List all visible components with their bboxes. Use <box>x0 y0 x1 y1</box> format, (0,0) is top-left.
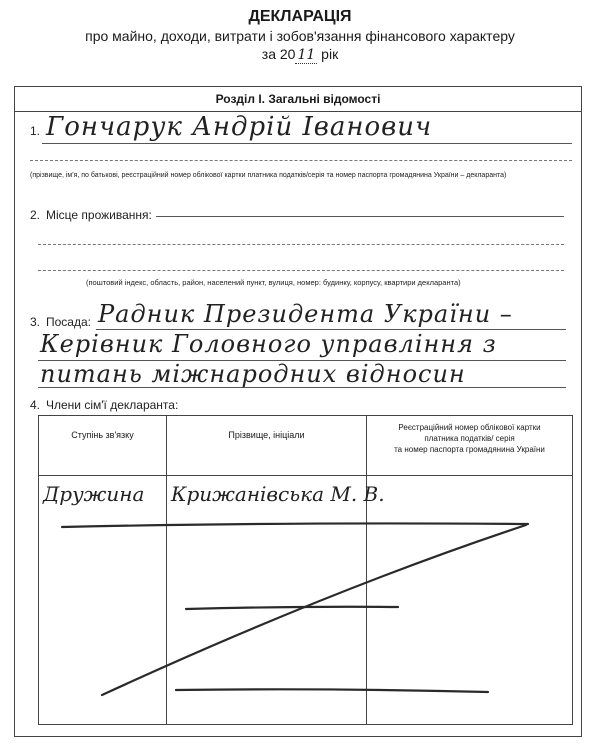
item3-number: 3. <box>30 315 41 329</box>
year-prefix: за 20 <box>261 46 296 62</box>
declarant-name-handwritten: Гончарук Андрій Іванович <box>46 112 433 142</box>
strikeout-horizontal-mid <box>186 607 398 609</box>
position-line-3: питань міжнародних відносин <box>40 360 466 388</box>
year-value: 11 <box>297 47 316 63</box>
item2-number: 2. <box>30 208 41 222</box>
year-suffix: рік <box>321 46 339 62</box>
residence-label: Місце проживання: <box>46 208 152 222</box>
family-member-name: Крижанівська М. В. <box>171 482 385 506</box>
position-label: Посада: <box>46 315 91 329</box>
section-title: Розділ І. Загальні відомості <box>14 86 582 112</box>
col-name-header: Прізвище, ініціали <box>167 416 367 476</box>
document-subtitle: про майно, доходи, витрати і зобов'язання фінансового характеру <box>85 28 515 44</box>
col-registration-line-3: та номер паспорта громадянина України <box>394 445 545 454</box>
position-line-2: Керівник Головного управління з <box>40 330 497 358</box>
strikeout-horizontal-top <box>62 523 528 527</box>
col-registration-line-1: Реєстраційний номер облікової картки <box>398 423 541 432</box>
strikeout-horizontal-bottom <box>176 689 488 692</box>
col-registration-line-2: платника податків/ серія <box>424 434 515 443</box>
item4-number: 4. <box>30 398 41 412</box>
item1-caption: (прізвище, ім'я, по батькові, реєстраційний номер облікової картки платника податків/серія та номер паспорта громадянина України – декларанта) <box>30 172 507 179</box>
col-relation-header: Ступінь зв'язку <box>39 416 167 476</box>
position-line-1: Радник Президента України – <box>98 300 513 328</box>
family-members-label: Члени сім'ї декларанта: <box>46 398 179 412</box>
strikeout-diagonal <box>102 525 526 695</box>
document-title: ДЕКЛАРАЦІЯ <box>248 8 352 25</box>
item2-caption: (поштовий індекс, область, район, населений пункт, вулиця, номер: будинку, корпусу, квартири декларанта) <box>86 278 461 287</box>
item1-number: 1. <box>30 124 41 138</box>
family-relation: Дружина <box>43 482 145 506</box>
